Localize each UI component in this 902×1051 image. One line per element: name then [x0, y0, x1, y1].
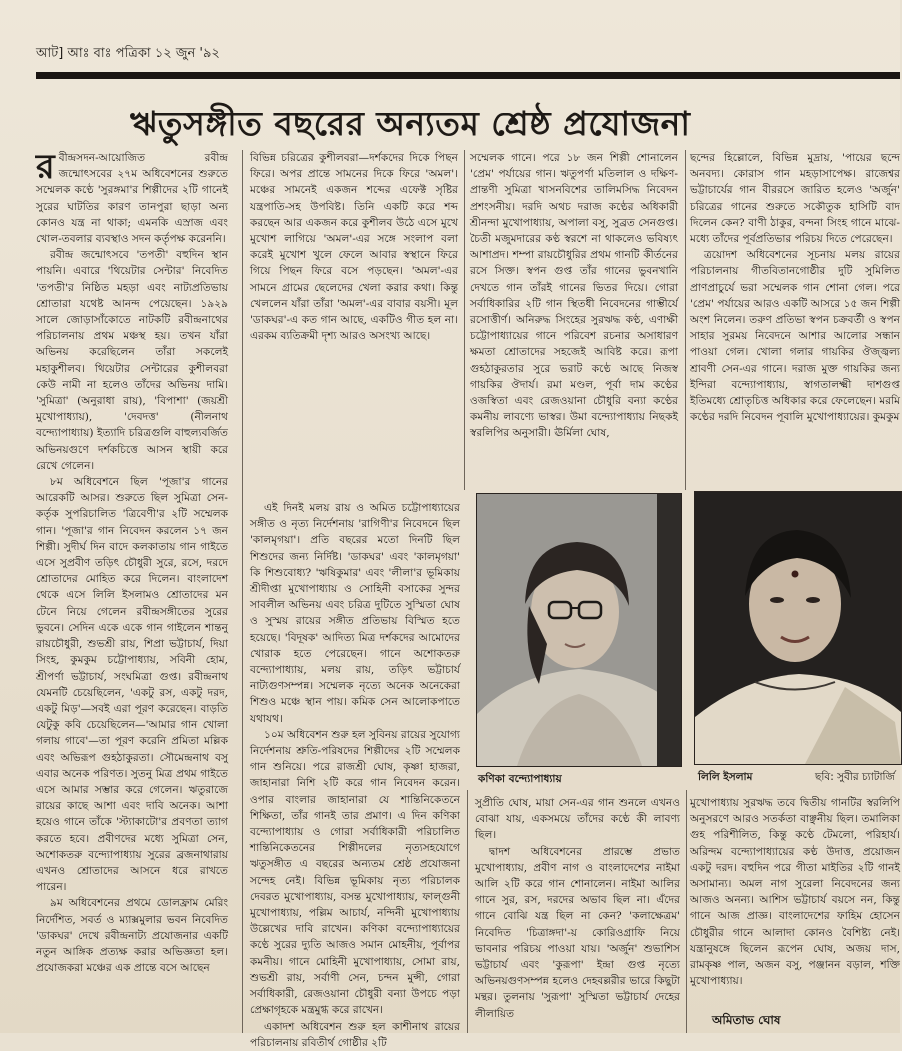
paragraph: ছন্দের হিল্লোলে, বিভিন্ন মুদ্রায়, 'পায়ের ছন্দে অনবদ্য। কোরাস গান মহড়াসাপেক্ষ। রাজেশ্বর ভট্টাচার্যের গান বীররসে জারিত হলেও 'অর্জুন' চরিত্রের গানের শুরুতে সকৌতুক হাসিটি বাদ দিলেন কেন? বাণী ঠাকুর, বন্দনা সিংহ গানে মাঝে-মধ্যে তাঁদের পূর্বপ্রতিভার পরিচয় দিতে পেরেছেন। — [690, 152, 900, 246]
paragraph: সম্মেলক গানে। পরে ১৮ জন শিল্পী শোনালেন 'প্রেম' পর্যায়ের গান। ঋতুপর্ণা মতিলাল ও দক্ষিণ-প্রান্তণী সুমিত্রা খাসনবিশের তালিমসিদ্ধ নিবেদন প্রশংসনীয়। দরদি অথচ দরাজ কণ্ঠের অধিকারী শ্রীনন্দা মুখোপাধ্যায়, অপালা বসু, সুব্রত সেনগুপ্ত। চৈতী মজুমদারের কণ্ঠ স্বরশে না থাকলেও ভবিষ্যৎ আশাপ্রদ। শম্পা রায়চৌধুরির প্রথম গানটি কীর্তনের রসে সিক্ত। স্বপন গুপ্ত তাঁর গানের ভুবনখানি দেখতে গান তাঁরই গানের ভিতর দিয়ে। গোরা সর্বাধিকারির ২টি গান স্থিতধী নিবেদনের গাম্ভীর্যে রসোত্তীর্ণ। অনিরুদ্ধ সিংহের সুরঋদ্ধ কণ্ঠ, এণাক্ষী চট্টোপাধ্যায়ের গানে পরিবেশ রচনার অসাধারণ ক্ষমতা শ্রোতাদের সহজেই আবিষ্ট করে। রূপা গুহঠাকুরতার সুরে ভরাট কণ্ঠে আছে নিজস্ব গায়কির ঔদার্য। রমা মণ্ডল, পূর্বা দাম কণ্ঠের ওজস্বিতা এবং রেজওয়ানা চৌধুরি বন্যা কণ্ঠের কমনীয় লাবণ্যে ভাস্বর। উমা বন্দ্যোপাধ্যায় নিছকই স্বরলিপির অনুসারী। ঊর্মিলা ঘোষ, — [470, 152, 678, 440]
byline: অমিতাভ ঘোষ — [712, 1013, 781, 1027]
headline: ঋতুসঙ্গীত বছরের অন্যতম শ্রেষ্ঠ প্রযোজনা — [130, 104, 691, 143]
portrait-image — [477, 494, 681, 766]
portrait-photo-lily — [694, 491, 902, 765]
paragraph: ৯ম অধিবেশনের প্রথমে ডোলফ্রাম মেরিং নির্দেশিত, সবর্ত ও ম্যাক্সমুলার ভবন নিবেদিত 'ডাকঘর' দেখে রবীন্দ্রনাট্য প্রযোজনার একটি নতুন আঙ্গিক প্রত্যক্ষ করার অভিজ্ঞতা হল। প্রযোজকরা মঞ্চের এক প্রান্তে বসে আছেন — [36, 897, 228, 975]
paragraph: রবীন্দ্র জন্মোৎসবে 'তপতী' বহুদিন স্থান পায়নি। এবারে 'থিয়েটার সেন্টার' নিবেদিত 'তপতী'র নিষ্ঠিত মহড়া এবং নাট্যপ্রতিভায় শ্রোতারা যথেষ্ট আনন্দ পেয়েছেন। ১৯২৯ সালে জোড়াসাঁকোতে নাটকটি রবীন্দ্রনাথের পরিচালনায় প্রথম মঞ্চস্থ হয়। তখন যাঁরা অভিনয় করেছিলেন তাঁরা সকলেই মহাকুশীলব। থিয়েটার সেন্টারের কুশীলবরা কেউ নামী না হলেও তাঁদের অভিনয় দামি। 'সুমিত্রা' (অনুরাধা রায়), 'বিপাশা' (জয়শ্রী মুখোপাধ্যায়), 'দেবদত্ত' (নীলনাথ বন্দ্যোপাধ্যায়) ইত্যাদি চরিত্রগুলি বাহুল্যবর্জিত অভিনয়গুণে দর্শকচিত্তে আসন স্থায়ী করে রেখে গেলেন। — [36, 249, 228, 472]
photo-caption: লিলি ইসলাম — [698, 771, 753, 783]
column-3 — [470, 150, 678, 480]
column-2 — [250, 150, 458, 500]
portrait-photo-kanika — [476, 493, 682, 767]
paragraph: ত্রয়োদশ অধিবেশনের সূচনায় মলয় রায়ের পরিচালনায় গীতবিতানগোষ্ঠীর দুটি সুমিলিত প্রাণপ্রাচুর্যে ভরা সম্মেলক গান শোনা গেল। পরে 'প্রেম' পর্যায়ের আরও একটি আসরে ১৫ জন শিল্পী অংশ নিলেন। তরুণ প্রতিভা স্বপন চক্রবর্তী ও স্বপন সাহার সুরময় নিবেদনে আশার আলোর সন্ধান পাওয়া গেল। খোলা গলার গায়কির ঔজ্জ্বল্য শ্রাবণী সেন-এর গানে। দরাজ মুক্ত গায়কির জন্য ইন্দিরা বন্দ্যোপাধ্যায়, স্বাগতালক্ষ্মী দাশগুপ্ত ইতিমধ্যে শ্রোতৃচিত্ত অধিকার করে ফেলেছেন। মরমি কণ্ঠের দরদি নিবেদন পূবালি মুখোপাধ্যায়ের। কুমকুম — [690, 249, 900, 424]
header-rule — [36, 72, 900, 79]
portrait-image — [695, 492, 901, 764]
paragraph: বিভিন্ন চরিত্রের কুশীলবরা—দর্শকদের দিকে পিছন ফিরে। অপর প্রান্তে সামনের দিকে ফিরে 'অমল'। মঞ্চের সামনেই একজন শব্দের এফেক্ট সৃষ্টির যন্ত্রপাতি-সহ উপবিষ্ট। তিনি একটি করে শব্দ করছেন আর একজন করে কুশীলব উঠে এসে মুখে মুখোশ লাগিয়ে 'অমল'-এর সঙ্গে সংলাপ বলা করেই মুখোশ খুলে ফেলে আবার স্বস্থানে ফিরে গিয়ে পিছন ফিরে বসে পড়ছেন। 'অমল'-এর সামনে গ্রামের ছেলেদের খেলা করার কথা। কিন্তু খেললেন যাঁরা তাঁরা 'অমল'-এর বাবার বয়সী। মূল 'ডাকঘর'-এ কত গান আছে, একটিও গীত হল না। এরকম ব্যতিক্রমী দৃশ্য আরও অসংখ্য আছে। — [250, 152, 458, 343]
column-2-lower — [250, 500, 460, 1049]
dateline: আট] আঃ বাঃ পত্রিকা ১২ জুন '৯২ — [36, 46, 220, 61]
paragraph: একাদশ অধিবেশন শুরু হল কাশীনাথ রায়ের পরিচালনায় রবিতীর্থ গোষ্ঠীর ২টি — [250, 1020, 460, 1049]
column-divider — [464, 150, 465, 490]
column-divider — [686, 790, 687, 1033]
paragraph: ৮ম অধিবেশনে ছিল 'পূজা'র গানের আরেকটি আসর। শুরুতে ছিল সুমিত্রা সেন-কর্তৃক সুপরিচালিত 'ত্রিবেণী'র ২টি সম্মেলক গান। 'পূজা'র গান নিবেদন করলেন ১৭ জন শিল্পী। সুদীর্ঘ দিন বাদে কলকাতায় গান গাইতে এসে সুপ্রবীণ তড়িৎ চৌধুরী সুরে, রসে, দরদে শ্রোতাদের মোহিত করে দিলেন। বাংলাদেশ থেকে এসে লিলি ইসলামও শ্রোতাদের মন টেনে নিয়ে গেলেন রবীন্দ্রসঙ্গীতের সুরের ভুবনে। সেদিন একে একে গান গাইলেন শান্তনু রায়চৌধুরী, শুভশ্রী রায়, শিপ্রা ভট্টাচার্য, দিয়া সিংহ, কুমকুম চট্টোপাধ্যায়, সবিনী হোম, শ্রীপর্ণা ভট্টাচার্য, সংঘমিত্রা গুপ্ত। রবীন্দ্রনাথ যেমনটি চেয়েছিলেন, 'একটু রস, একটু দরদ, একটু মিড়'—সবই এরা পূরণ করেছেন। বাড়তি যেটুকু কবি চেয়েছিলেন—'আমার গান খোলা গলায় গাবে'—তা পূরণ করেনি প্রমিতা মল্লিক এবং অভিরূপ গুহঠাকুরতা। সৌমেন্দ্রনাথ বসু এবার অনেক পরিণত। সুতনু মিত্র প্রথম গাইতে এসে আমার সম্ভার করে গেলেন। ঋতুরাজে রায়ের কাছে আশা এবং দাবি অনেক। আশা হয়েও গানে তাঁকে 'স্ট্যাকাটো'র প্রবণতা ত্যাগ করতে হবে। প্রবীণদের মধ্যে সুমিত্রা সেন, অশোকতরু বন্দ্যোপাধ্যায় সুরের ব্রজনাথারায় এখনও শ্রোতাদের আসনে ধরে রাখতে পারেন। — [36, 476, 228, 894]
column-divider — [685, 150, 686, 490]
column-1 — [36, 147, 228, 1035]
column-4 — [690, 150, 900, 480]
photo-credit: ছবি: সুবীর চ্যাটার্জি — [815, 771, 895, 783]
photo-caption: কণিকা বন্দ্যোপাধ্যায় — [478, 773, 562, 785]
drop-cap: র — [36, 147, 55, 187]
column-divider — [242, 150, 243, 1033]
paragraph: এই দিনই মলয় রায় ও অমিত চট্টোপাধ্যায়ের সঙ্গীত ও নৃত্য নির্দেশনায় 'রাগিণী'র নিবেদনে ছিল 'কালমৃগয়া'। প্রতি বছরের মতো দিনটি ছিল শিশুদের জন্য নির্দিষ্ট। 'ডাকঘর' এবং 'কালমৃগয়া' কি শিশুবোধ্য? 'ঋষিকুমার' এবং 'লীলা'র ভূমিকায় শ্রীদীপ্তা মুখোপাধ্যায় ও সোহিনী বসাকের সুন্দর সাবলীল অভিনয় এবং চরিত্র দুটিতে সুস্মিতা ঘোষ ও সুস্ময় রায়ের সঙ্গীত প্রতিভায় বিস্মিত হতে হয়েছে। 'বিদূষক' আদিত্য মিত্র দর্শকদের আমোদের খোরাক হতে পেরেছেন। গানে অশোকতরু বন্দ্যোপাধ্যায়, মলয় রায়, তড়িৎ ভট্টাচার্য নাট্যগুণসম্পন্ন। সম্মেলক নৃত্যে অনেক অনেকেরা শিশুও মঞ্চে স্থান পায়। কমিক সেন আলোকপাতে যথাযথ। — [250, 502, 460, 725]
paragraph: রবীন্দ্রসদন-আয়োজিত রবীন্দ্র জন্মোৎসবের ২৭ম অধিবেশনের শুরুতে সম্মেলক কণ্ঠে 'সুরঙ্গমা'র শিল্পীদের ২টি গানেই সুরের ঘাটতির কারণ তানপুরা ছাড়া অন্য কোনও যন্ত্র না থাকা; এমনকি এস্রাজ এবং খোল-তবলার ব্যবস্থাও সদন কর্তৃপক্ষ করেননি। — [36, 147, 228, 246]
paragraph: ১০ম অধিবেশন শুরু হল সুবিনয় রায়ের সুযোগ্য নির্দেশনায় শ্রুতি-পরিষদের শিল্পীদের ২টি সম্মেলক গান শুনিয়ে। পরে রাজশ্রী ঘোষ, কৃষ্ণা হাজরা, জাহানারা নিশি ২টি করে গান নিবেদন করেন। ওপার বাংলার জাহানারা যে শান্তিনিকেতনে শিক্ষিতা, তাঁর গানই তার প্রমাণ। এ দিন কণিকা বন্দ্যোপাধ্যায় ও গোরা সর্বাধিকারী পরিচালিত শান্তিনিকেতনের শিল্পীদলের নৃত্যসহযোগে ঋতুসঙ্গীত এ বছরের অন্যতম শ্রেষ্ঠ প্রযোজনা সন্দেহ নেই। বিভিন্ন ভূমিকায় নৃত্য পরিচালক দেবরত মুখোপাধ্যায়, বসন্ত মুখোপাধ্যায়, ফাল্গুনী মুখোপাধ্যায়, পল্লিম আচার্য, নন্দিনী মুখোপাধ্যায় উল্লেখের দাবি রাখেন। কণিকা বন্দ্যোপাধ্যায়ের কণ্ঠে সুরের দ্যুতি আজও সমান মোহনীয়, পূর্বাপর কমনীয়। গানে মোহিনী মুখোপাধ্যায়, সোমা রায়, শুভশ্রী রায়, সর্বাণী সেন, চন্দন মুন্সী, গোরা সর্বাধিকারী, রেজওয়ানা চৌধুরী বন্যা উপচে পড়া প্রেক্ষাগৃহকে মন্ত্রমুগ্ধ করে রাখেন। — [250, 728, 460, 1017]
paragraph: সুপ্রীতি ঘোষ, মায়া সেন-এর গান শুনলে এখনও বোঝা যায়, একসময়ে তাঁদের কণ্ঠে কী লাবণ্য ছিল। — [475, 797, 680, 842]
paragraph: দ্বাদশ অধিবেশনের প্রারম্ভে প্রভাত মুখোপাধ্যায়, প্রবীণ নাগ ও বাংলাদেশের নাইমা আলি ২টি করে গান শোনালেন। নাইমা আলির গানে সুর, রস, দরদের অভাব ছিল না। এঁদের গানে বোঝি যন্ত্র ছিল না কেন? 'কলাক্ষেত্রম' নিবেদিত 'চিত্রাঙ্গদা'-য় কোরিওগ্রাফি নিয়ে ভাবনার পরিচয় পাওয়া যায়। 'অর্জুন' শুভাশিস ভট্টাচার্য এবং 'কুরূপা' ইন্দ্রা গুপ্ত নৃত্যে অভিনয়গুণসম্পন্ন হলেও দেহবল্লরীর ভারে কিছুটা মন্থর। তুলনায় 'সুরূপা' সুস্মিতা ভট্টাচার্য দেহের লীলায়িত — [475, 845, 680, 1020]
paragraph: মুখোপাধ্যায় সুরঋদ্ধ তবে দ্বিতীয় গানটির স্বরলিপি অনুসরণে আরও সতর্কতা বাঞ্ছনীয় ছিল। তমালিকা গুহ পরিশীলিত, কিন্তু কণ্ঠে টেমলো, পরিহার্য। অরিন্দম বন্দ্যোপাধ্যায়ের কণ্ঠ উদাত্ত, প্রয়োজন একটু দরদ। বহুদিন পরে গীতা মাইতির ২টি গানই অসামান্য। অমল নাগ সুরেলা নিবেদনের জন্য আজও অনন্য। আশিস ভট্টাচার্য বয়সে নন, কিন্তু গানে আজ প্রাজ্ঞ। বাংলাদেশের ফাহিম হোসেন চৌধুরীর গানে আলাদা কোনও বৈশিষ্ট্য নেই। যন্ত্রানুষঙ্গে ছিলেন রূপেন ঘোষ, অজয় দাস, রামকৃষ্ণ পাল, অজন বসু, পঞ্জানন বড়াল, শক্তি মুখোপাধ্যায়। — [690, 797, 900, 988]
column-3-lower — [475, 795, 680, 1033]
column-4-lower — [690, 795, 900, 1000]
column-divider — [467, 790, 468, 1033]
